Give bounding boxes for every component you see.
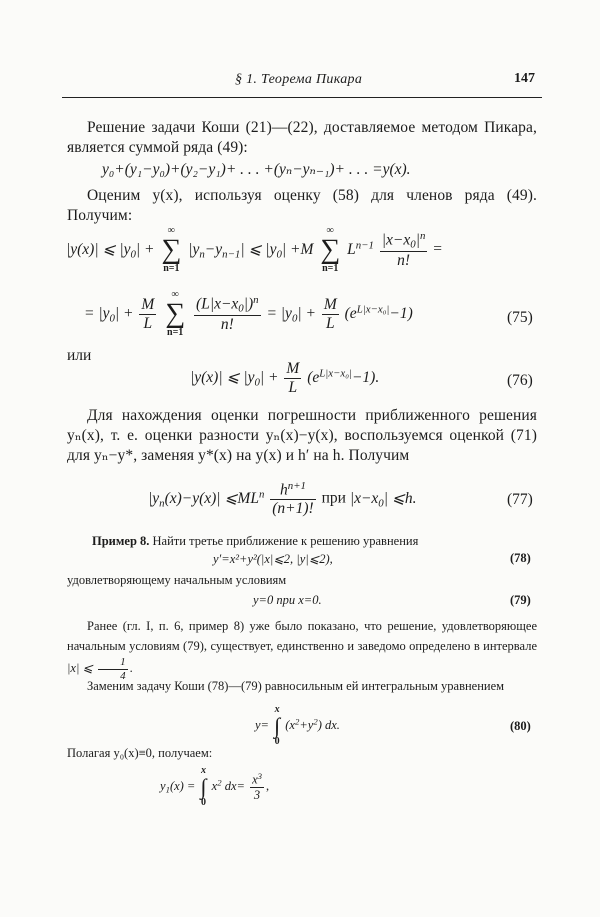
equation-estimate-line1: |y(x)| ⩽ $|y_0|$ + ∞ ∑ n=1 $|y_n-y_{n-1}|$ ⩽ $|y_0| +M$ ∞ ∑ n=1 $L^{n-1}$ $\frac{|x-x_0|^n}{n!}$ = <box>66 225 442 274</box>
equation-76: |y(x)| ⩽ $|y_0|$ + $\frac{M}{L}$ $(e^{L|x-x_0|}-1)$. <box>190 360 380 396</box>
paragraph-cauchy-solution: Решение задачи Коши (21)—(22), доставляемое методом Пикара, является суммой ряда (49): <box>67 119 537 156</box>
paragraph-setting-y0: Полагая y₀(x)≡0, получаем: <box>67 746 213 760</box>
equation-number-78: (78) <box>510 551 531 565</box>
fraction: $\frac{1}{4}$ <box>98 656 128 682</box>
fraction: $\frac{M}{L}$ <box>323 295 337 332</box>
fraction: $\frac{M}{L}$ <box>141 295 155 332</box>
page-number: 147 <box>514 71 535 86</box>
integral-symbol: x ∫ 0 <box>200 765 207 808</box>
equation-series: y₀+(y₁−y₀)+(y₂−y₁)+ . . . +(yₙ−yₙ₋₁)+ . . . =y(x). <box>102 161 411 178</box>
equation-80: y= x ∫ 0 $(x^2+y^2)$ dx. <box>255 704 340 747</box>
fraction: $\frac{|x-x_0|^n}{n!}$ <box>381 230 426 270</box>
equation-77: $|y_n(x)-y(x)|$ $⩽ML^n$ $\frac{h^{n+1}}{(n+1)!}$ при $|x-x_0|$ ⩽h. <box>148 480 417 518</box>
equation-number-80: (80) <box>510 719 531 733</box>
integral-symbol: x ∫ 0 <box>274 704 281 747</box>
header-rule <box>62 97 542 98</box>
fraction: $\frac{(L|x-x_0|)^n}{n!}$ <box>196 294 259 334</box>
equation-78: y′=x²+y²(|x|⩽2, |y|⩽2), <box>213 552 333 566</box>
example-8-heading <box>92 534 418 549</box>
paragraph-estimate: Оценим y(x), используя оценку (58) для членов ряда (49). Получим: <box>67 187 537 224</box>
fraction: $\frac{x^3}{3}$ <box>252 771 263 803</box>
paragraph-previously-shown: Ранее (гл. I, п. 6, пример 8) уже было показано, что решение, удовлетворяющее начальным условиям (79), существует, единственно и заведомо определено в интервале |x| ⩽ $\frac{1}{4}$ . <box>67 619 537 682</box>
fraction: $\frac{h^{n+1}}{(n+1)!}$ <box>272 480 314 518</box>
running-header-title: § 1. Теорема Пикара <box>235 72 363 87</box>
equation-79: y=0 при x=0. <box>253 593 322 607</box>
paragraph-integral-equation: Заменим задачу Коши (78)—(79) равносильным ей интегральным уравнением <box>87 679 505 693</box>
equation-number-77: (77) <box>507 491 533 508</box>
sum-symbol: ∞ ∑ n=1 <box>161 225 182 274</box>
sum-symbol: ∞ ∑ n=1 <box>320 225 341 274</box>
equation-number-76: (76) <box>507 372 533 389</box>
word-or: или <box>67 347 92 364</box>
sum-symbol: ∞ ∑ n=1 <box>165 289 186 338</box>
equation-75: = $|y_0|$ + $\frac{M}{L}$ ∞ ∑ n=1 $\frac{(L|x-x_0|)^n}{n!}$ = $|y_0|$ + $\frac{M}{L}$ $(e^{L|x-x_0|}-1)$ <box>84 289 413 338</box>
paragraph-initial-conditions: удовлетворяющему начальным условиям <box>67 573 287 587</box>
equation-number-79: (79) <box>510 593 531 607</box>
equation-number-75: (75) <box>507 309 533 326</box>
equation-y1: $y_1(x)$ = x ∫ 0 $x^2$ dx= $\frac{x^3}{3}$ , <box>160 765 270 808</box>
fraction: $\frac{M}{L}$ <box>286 360 300 396</box>
example-label: Пример 8. <box>92 534 150 548</box>
paragraph-error-estimate: Для нахождения оценки погрешности приближенного решения yₙ(x), т. е. оценки разности yₙ(x)−y(x), воспользуемся оценкой (71) для yₙ−y*, заменяя y*(x) на y(x) и h′ на h. Получим <box>67 407 537 464</box>
example-text: Найти третье приближение к решению уравнения <box>152 534 419 548</box>
